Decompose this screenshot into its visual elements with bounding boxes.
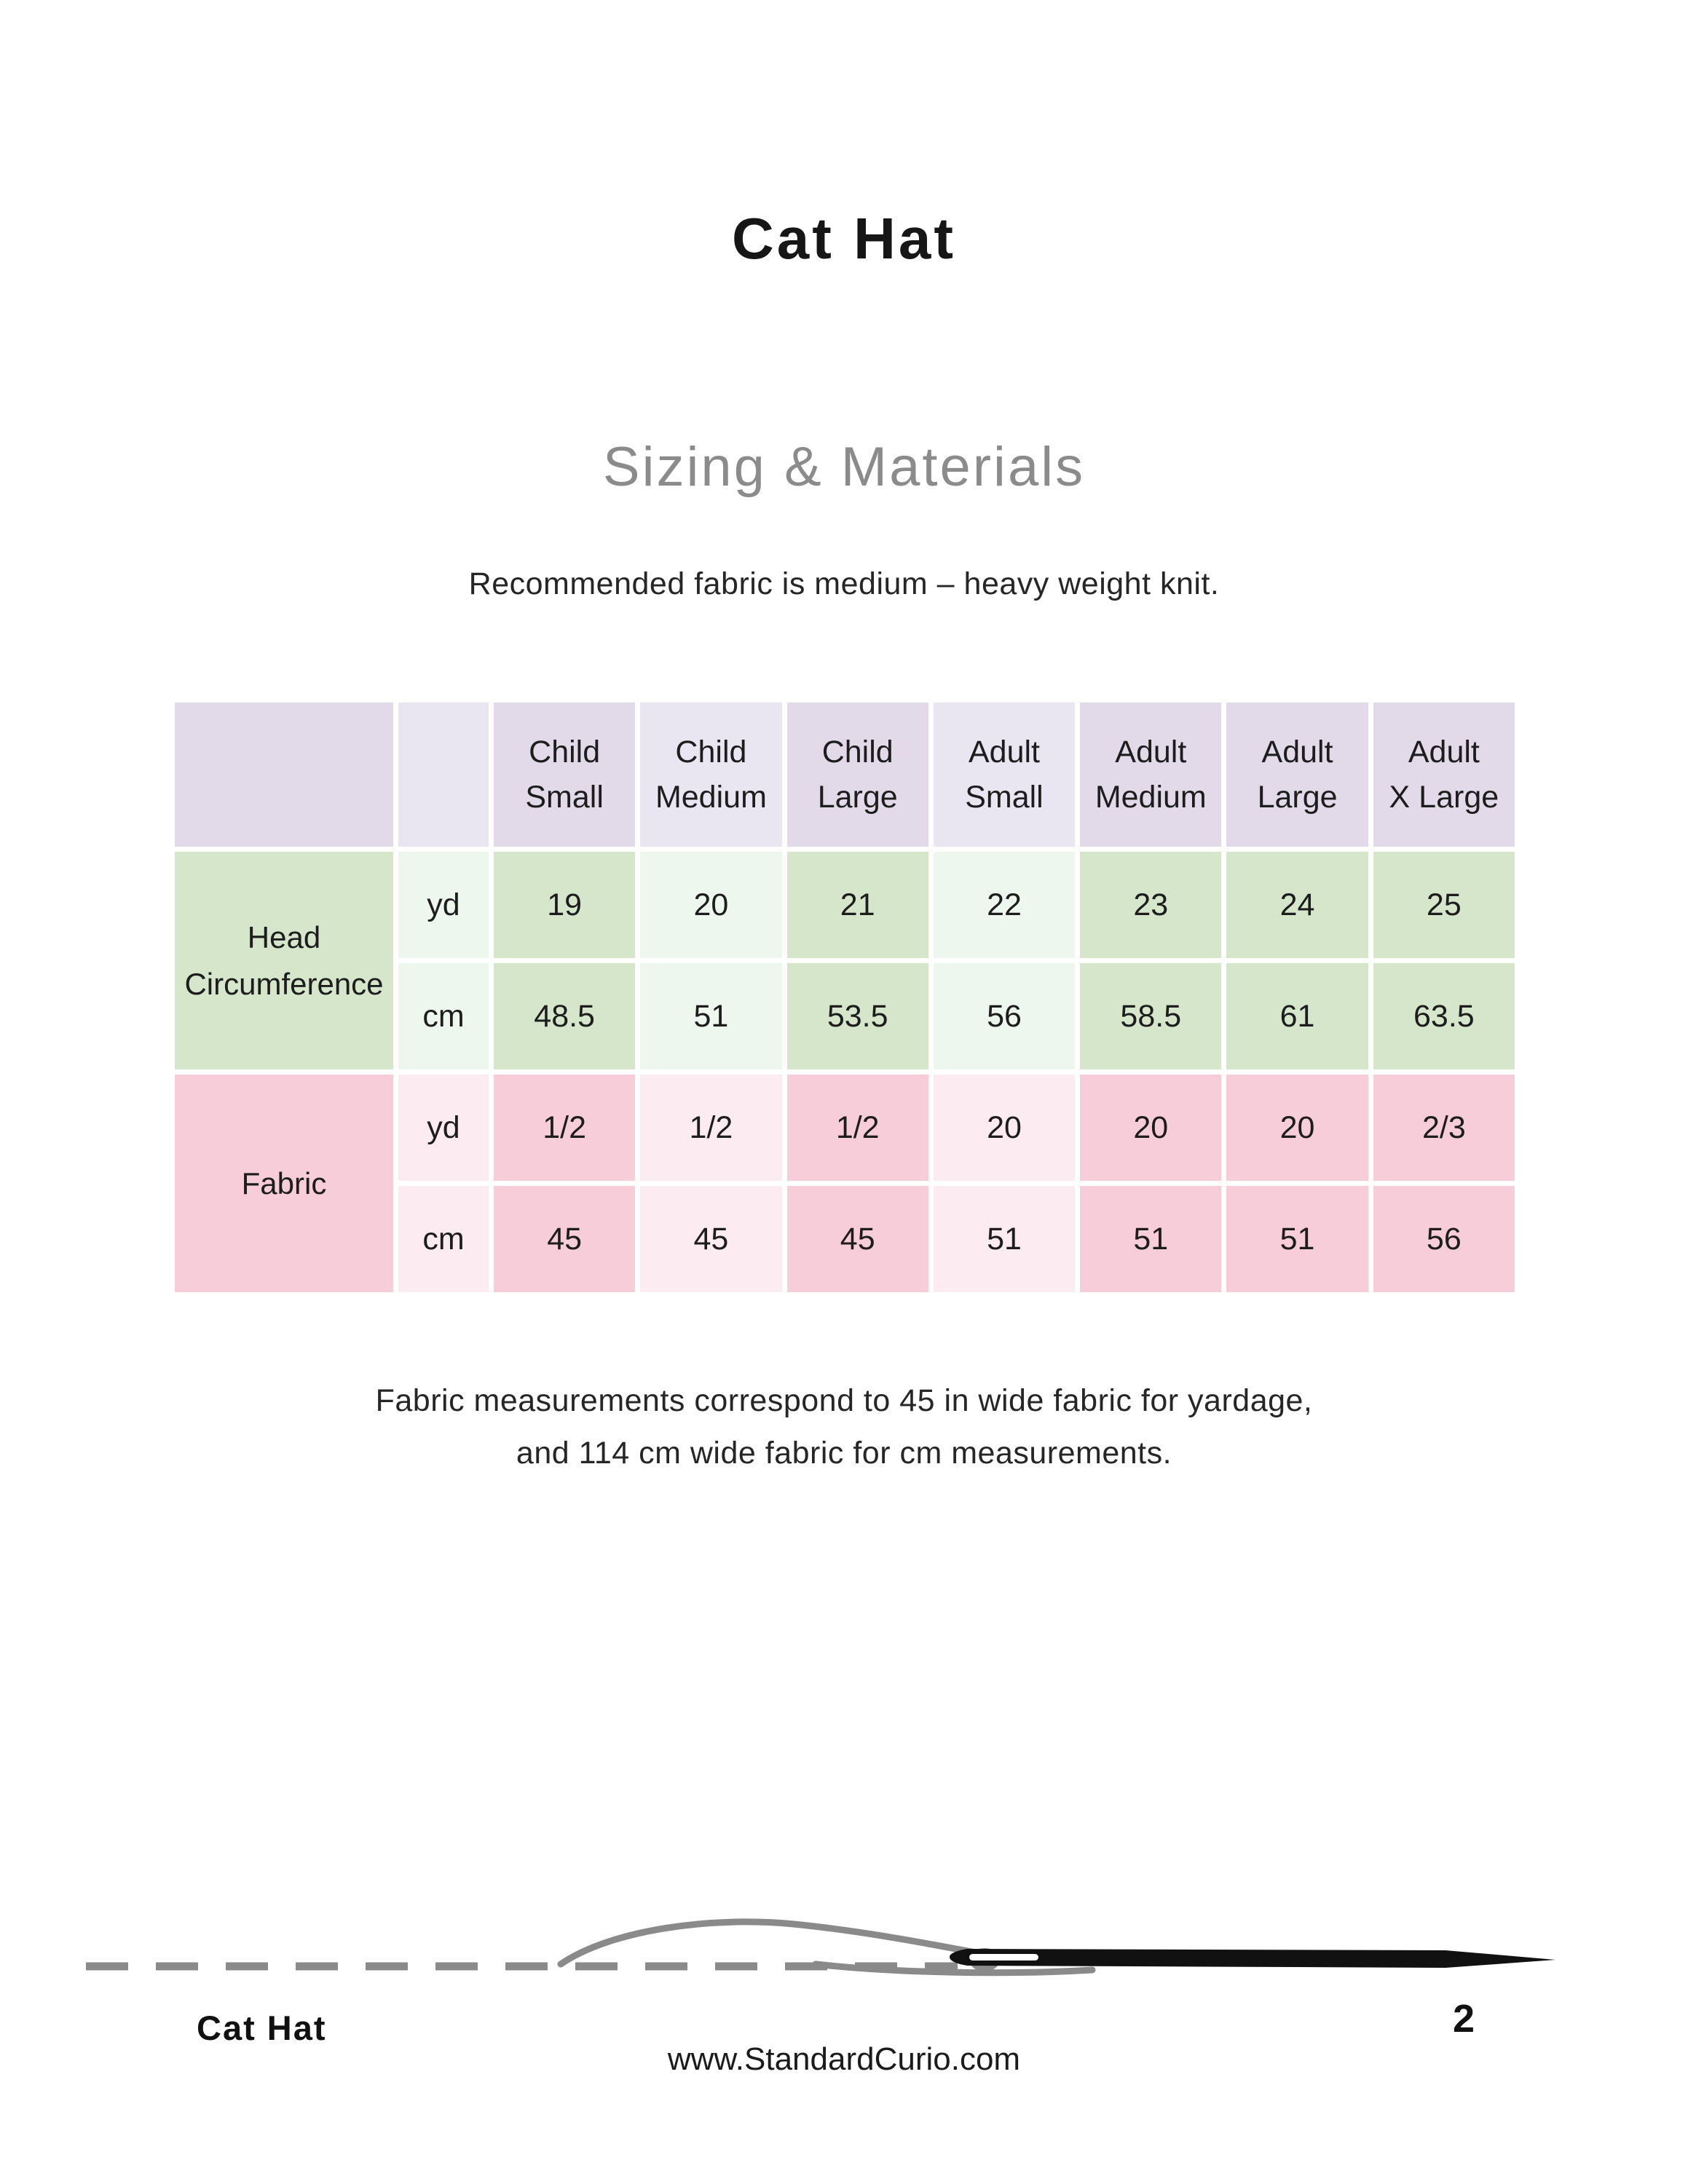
size-header-line1: Child [675,735,747,769]
header-cell-adult-small [934,703,1075,847]
value-cell-fabric-cm-child-medium [640,1186,781,1292]
value-cell-head-circumference-yd-adult-large [1226,852,1368,958]
value-cell-head-circumference-cm-child-small [494,963,635,1069]
value-text: 20 [987,1110,1022,1145]
row-label-cell-head-circumference [175,852,393,1069]
value-cell-head-circumference-yd-adult-medium [1080,852,1221,958]
unit-cell-fabric-cm [398,1186,489,1292]
value-text: 56 [987,999,1022,1034]
value-cell-head-circumference-yd-child-medium [640,852,781,958]
size-header-line2: Medium [1095,780,1207,815]
size-header-line1: Adult [1115,735,1187,769]
thread-upper-strand [561,1922,983,1964]
value-text: 63.5 [1413,999,1475,1034]
value-cell-fabric-cm-adult-medium [1080,1186,1221,1292]
unit-label: cm [422,999,465,1034]
value-text: 53.5 [827,999,888,1034]
value-text: 1/2 [689,1110,733,1145]
value-cell-fabric-cm-adult-small [934,1186,1075,1292]
value-text: 56 [1426,1222,1462,1257]
value-text: 51 [1279,1222,1315,1257]
size-header-line1: Child [529,735,601,769]
fabric-note-line-2: and 114 cm wide fabric for cm measurements. [516,1436,1172,1471]
size-header-line1: Adult [1408,735,1480,769]
size-header-line2: Small [525,780,604,815]
needle-eye [969,1954,1038,1961]
value-text: 51 [987,1222,1022,1257]
footer-page-number: 2 [1453,1997,1475,2041]
unit-label: yd [427,887,460,922]
unit-label: yd [427,1110,460,1145]
value-cell-fabric-yd-adult-small [934,1075,1075,1181]
header-cell-adult-x-large [1373,703,1515,847]
size-header-line2: Small [965,780,1044,815]
size-header-line1: Adult [968,735,1040,769]
value-text: 1/2 [835,1110,880,1145]
value-text: 45 [693,1222,729,1257]
value-cell-head-circumference-cm-adult-x-large [1373,963,1515,1069]
value-cell-fabric-cm-adult-large [1226,1186,1368,1292]
value-cell-head-circumference-cm-adult-small [934,963,1075,1069]
value-text: 51 [693,999,729,1034]
value-cell-head-circumference-cm-adult-medium [1080,963,1221,1069]
unit-cell-head-circumference-cm [398,963,489,1069]
unit-cell-head-circumference-yd [398,852,489,958]
header-cell-child-medium [640,703,781,847]
value-text: 45 [840,1222,875,1257]
fabric-note-line-1: Fabric measurements correspond to 45 in wide fabric for yardage, [375,1383,1313,1418]
value-cell-head-circumference-yd-child-large [787,852,928,958]
value-cell-head-circumference-yd-adult-x-large [1373,852,1515,958]
row-label-text: Head Circumference [184,919,384,1001]
value-text: 51 [1133,1222,1169,1257]
value-text: 58.5 [1120,999,1182,1034]
value-text: 20 [1133,1110,1169,1145]
value-cell-fabric-yd-child-small [494,1075,635,1181]
header-corner-cell [175,703,393,847]
value-cell-head-circumference-cm-child-medium [640,963,781,1069]
value-cell-head-circumference-yd-adult-small [934,852,1075,958]
value-text: 20 [693,887,729,922]
value-text: 20 [1279,1110,1315,1145]
footer-doc-title: Cat Hat [197,2009,327,2047]
value-text: 19 [547,887,583,922]
size-header-line2: Large [1257,780,1338,815]
size-header-line2: Large [817,780,898,815]
row-label-cell-fabric [175,1075,393,1292]
section-heading: Sizing & Materials [602,436,1086,498]
sizing-materials-table [175,703,1515,1292]
value-cell-fabric-cm-adult-x-large [1373,1186,1515,1292]
value-cell-fabric-yd-adult-large [1226,1075,1368,1181]
value-text: 21 [840,887,875,922]
value-text: 45 [547,1222,583,1257]
fabric-recommendation-text: Recommended fabric is medium – heavy weight knit. [468,566,1220,601]
size-header-line1: Adult [1261,735,1333,769]
unit-label: cm [422,1222,465,1257]
header-unit-corner-cell [398,703,489,847]
fabric-note-text [0,1374,1688,1479]
value-cell-head-circumference-yd-child-small [494,852,635,958]
size-header-line1: Child [821,735,894,769]
value-text: 2/3 [1421,1110,1466,1145]
value-cell-fabric-cm-child-large [787,1186,928,1292]
page-title: Cat Hat [731,206,957,271]
value-text: 24 [1279,887,1315,922]
value-text: 1/2 [543,1110,587,1145]
value-text: 22 [987,887,1022,922]
footer-website: www.StandardCurio.com [667,2041,1021,2077]
value-cell-head-circumference-cm-child-large [787,963,928,1069]
value-cell-fabric-yd-child-large [787,1075,928,1181]
value-text: 48.5 [534,999,595,1034]
row-label-text: Fabric [241,1166,327,1200]
header-cell-adult-medium [1080,703,1221,847]
value-cell-fabric-yd-adult-x-large [1373,1075,1515,1181]
value-text: 61 [1279,999,1315,1034]
header-cell-adult-large [1226,703,1368,847]
size-header-line2: Medium [655,780,767,815]
needle-icon [950,1949,1555,1968]
header-cell-child-large [787,703,928,847]
value-text: 23 [1133,887,1169,922]
value-cell-fabric-cm-child-small [494,1186,635,1292]
size-header-line2: X Large [1389,780,1499,815]
header-cell-child-small [494,703,635,847]
value-cell-head-circumference-cm-adult-large [1226,963,1368,1069]
value-cell-fabric-yd-child-medium [640,1075,781,1181]
unit-cell-fabric-yd [398,1075,489,1181]
value-text: 25 [1426,887,1462,922]
value-cell-fabric-yd-adult-medium [1080,1075,1221,1181]
